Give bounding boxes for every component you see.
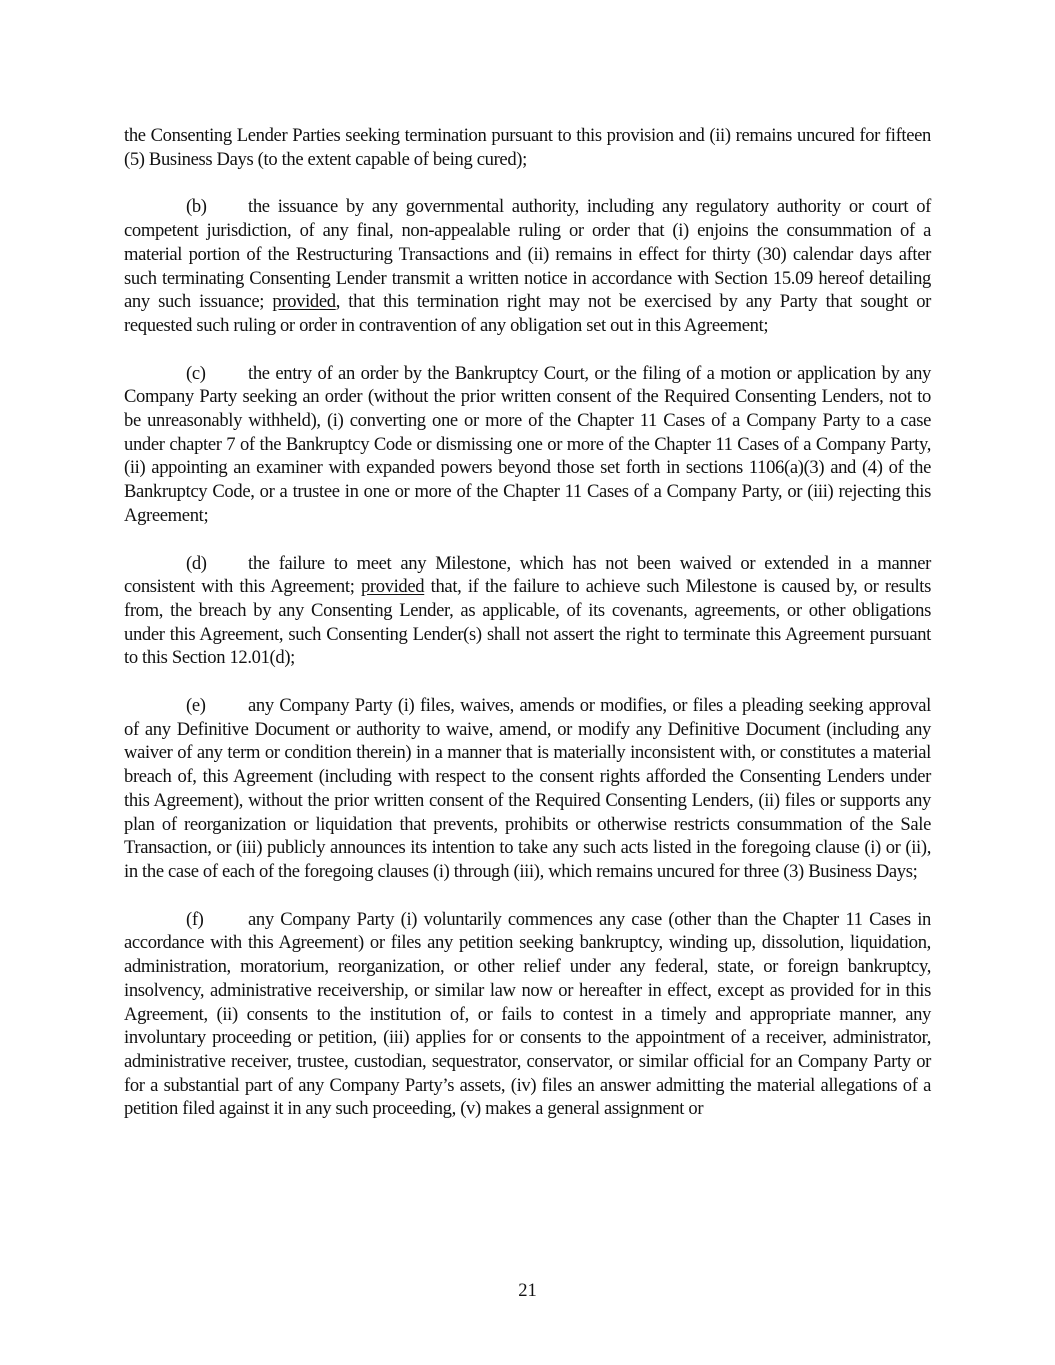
underlined-term-provided: provided [272,291,336,313]
clause-label: (c) [186,362,206,384]
paragraph-text: the Consenting Lender Parties seeking termination pursuant to this provision and (ii) remains uncured for fifteen (5) Business Days (to the extent capable of being cured); [124,125,931,170]
paragraph-text: any Company Party (i) files, waives, amends or modifies, or files a pleading seeking approval of any Definitive Document or authority to waive, amend, or modify any Definitive Document (including any waiver of any term or condition therein) in a manner that is materially inconsistent with, or constitutes a material breach of, this Agreement (including with respect to the consent rights afforded the Consenting Lenders under this Agreement), without the prior written consent of the Required Consenting Lenders, (ii) files or supports any plan of reorganization or liquidation that prevents, prohibits or otherwise restricts consummation of the Sale Transaction, or (iii) publicly announces its intention to take any such acts listed in the foregoing clause (i) or (ii), in the case of each of the foregoing clauses (i) through (iii), which remains uncured for three (3) Business Days; [124,695,931,882]
paragraph-f [124,908,931,1121]
paragraph-text: the issuance by any governmental authority, including any regulatory authority or court of competent jurisdiction, of any final, non-appealable ruling or order that (i) enjoins the consummation of a material portion of the Restructuring Transactions and (ii) remains in effect for thirty (30) calendar days after such terminating Consenting Lender transmit a written notice in accordance with Section 15.09 hereof detailing any such issuance; [124,196,931,313]
paragraph-a-continued [124,124,931,171]
clause-label: (e) [186,695,206,717]
paragraph-e [124,694,931,884]
paragraph-b [124,195,931,337]
paragraph-text: the failure to meet any Milestone, which has not been waived or extended in a manner consistent with this Agreement; [124,552,931,598]
paragraph-d [124,552,931,671]
page-body [124,124,931,1145]
paragraph-text: any Company Party (i) voluntarily commences any case (other than the Chapter 11 Cases in accordance with this Agreement) or files any petition seeking bankruptcy, winding up, dissolution, liquidation, administration, moratorium, reorganization, or other relief under any federal, state, or foreign bankruptcy, insolvency, administrative receivership, or similar law now or hereafter in effect, except as provided for in this Agreement, (ii) consents to the institution of, or fails to contest in a timely and appropriate manner, any involuntary proceeding or petition, (iii) applies for or consents to the appointment of a receiver, administrator, administrative receiver, trustee, custodian, sequestrator, conservator, or similar official for an Company Party or for a substantial part of any Company Party’s assets, (iv) files an answer admitting the material allegations of a petition filed against it in any such proceeding, (v) makes a general assignment or [124,908,931,1120]
paragraph-text: that, if the failure to achieve such Milestone is caused by, or results from, the breach by any Consenting Lender, as applicable, of its covenants, agreements, or other obligations under this Agreement, such Consenting Lender(s) shall not assert the right to terminate this Agreement pursuant to this Section 12.01(d); [124,576,931,669]
paragraph-text: , that this termination right may not be exercised by any Party that sought or requested such ruling or order in contravention of any obligation set out in this Agreement; [124,291,931,336]
clause-label: (d) [186,552,207,574]
paragraph-c [124,362,931,528]
clause-label: (b) [186,196,207,218]
paragraph-text: the entry of an order by the Bankruptcy Court, or the filing of a motion or application by any Company Party seeking an order (without the prior written consent of the Required Consenting Lenders, not to be unreasonably withheld), (i) converting one or more of the Chapter 11 Cases of a Company Party to a case under chapter 7 of the Bankruptcy Code or dismissing one or more of the Chapter 11 Cases of a Company Party, (ii) appointing an examiner with expanded powers beyond those set forth in sections 1106(a)(3) and (4) of the Bankruptcy Code, or a trustee in one or more of the Chapter 11 Cases of a Company Party, or (iii) rejecting this Agreement; [124,362,931,526]
underlined-term-provided: provided [360,576,425,598]
clause-label: (f) [186,908,204,930]
page-number: 21 [518,1280,537,1301]
